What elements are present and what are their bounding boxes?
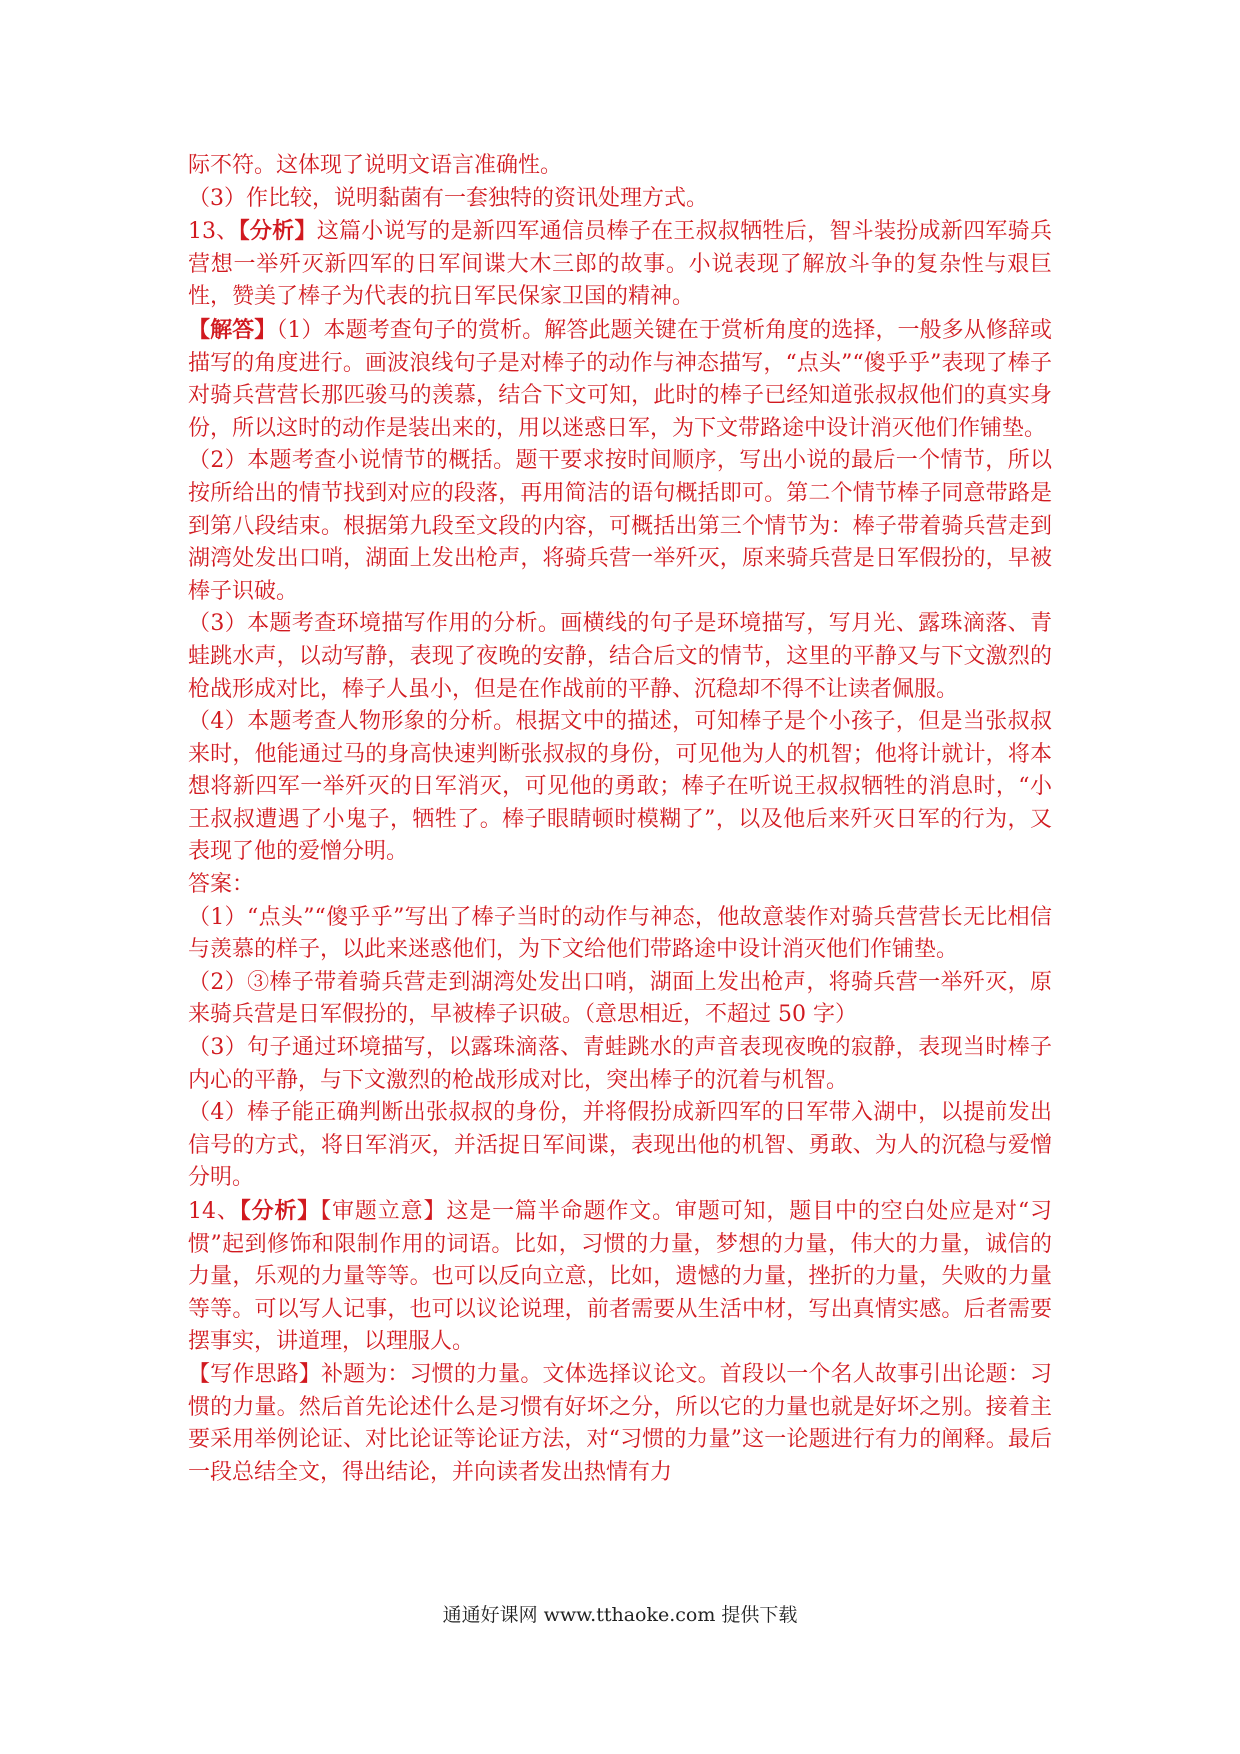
q13-key-2: （2）③棒子带着骑兵营走到湖湾处发出口哨，湖面上发出枪声，将骑兵营一举歼灭，原来骑兵营是日军假扮的，早被棒子识破。（意思相近，不超过 50 字）	[188, 969, 1052, 1028]
q13-answer-1-text: （1）本题考查句子的赏析。解答此题关键在于赏析角度的选择，一般多从修辞或描写的角度进行。画波浪线句子是对棒子的动作与神态描写，“点头”“傻乎乎”表现了棒子对骑兵营营长那匹骏马的羡慕，结合下文可知，此时的棒子已经知道张叔叔他们的真实身份，所以这时的动作是装出来的，用以迷惑日军，为下文带路途中设计消灭他们作铺垫。	[188, 317, 1052, 441]
q13-answer-2: （2）本题考查小说情节的概括。题干要求按时间顺序，写出小说的最后一个情节，所以按所给出的情节找到对应的段落，再用简洁的语句概括即可。第二个情节棒子同意带路是到第八段结束。根据第九段至文段的内容，可概括出第三个情节为：棒子带着骑兵营走到湖湾处发出口哨，湖面上发出枪声，将骑兵营一举歼灭，原来骑兵营是日军假扮的，早被棒子识破。	[188, 448, 1052, 604]
q13-answer-3: （3）本题考查环境描写作用的分析。画横线的句子是环境描写，写月光、露珠滴落、青蛙跳水声，以动写静，表现了夜晚的安静，结合后文的情节，这里的平静又与下文激烈的枪战形成对比，棒子人虽小，但是在作战前的平静、沉稳却不得不让读者佩服。	[188, 611, 1052, 702]
q13-key-4: （4）棒子能正确判断出张叔叔的身份，并将假扮成新四军的日军带入湖中，以提前发出信号的方式，将日军消灭，并活捉日军间谍，表现出他的机智、勇敢、为人的沉稳与爱憎分明。	[188, 1100, 1052, 1191]
page-footer: 通通好课网 www.tthaoke.com 提供下载	[442, 1604, 798, 1626]
q14-idea	[188, 1359, 1052, 1489]
q13-analysis-label: 【分析】	[238, 218, 317, 245]
q13-answer-4: （4）本题考查人物形象的分析。根据文中的描述，可知棒子是个小孩子，但是当张叔叔来时，他能通过马的身高快速判断张叔叔的身份，可见他为人的机智；他将计就计，将本想将新四军一举歼灭的日军消灭，可见他的勇敢；棒子在听说王叔叔牺牲的消息时，“小王叔叔遭遇了小鬼子，牺牲了。棒子眼睛顿时模糊了”，以及他后来歼灭日军的行为，又表现了他的爱憎分明。	[188, 709, 1052, 865]
q14-idea-text: 补题为：习惯的力量。文体选择议论文。首段以一个名人故事引出论题：习惯的力量。然后首先论述什么是习惯有好坏之分，所以它的力量也就是好坏之别。接着主要采用举例论证、对比论证等论证方法，对“习惯的力量”这一论题进行有力的阐释。最后一段总结全文，得出结论，并向读者发出热情有力	[188, 1361, 1052, 1485]
q13-number: 13、	[188, 219, 239, 245]
q13-answer-label: 【解答】	[188, 316, 277, 343]
q14-number: 14、	[188, 1199, 240, 1224]
q14-analysis	[188, 1195, 1052, 1359]
q14-topic-text: 这是一篇半命题作文。审题可知，题目中的空白处应是对“习惯”起到修饰和限制作用的词语。比如，习惯的力量，梦想的力量，伟大的力量，诚信的力量，乐观的力量等等。也可以反向立意，比如，遗憾的力量，挫折的力量，失败的力量等等。可以写人记事，也可以议论说理，前者需要从生活中材，写出真情实感。后者需要摆事实，讲道理，以理服人。	[188, 1199, 1052, 1355]
paragraph-q12-3: （3）作比较，说明黏菌有一套独特的资讯处理方式。	[188, 185, 708, 211]
q14-topic-label: 【审题立意】	[320, 1199, 447, 1224]
q14-idea-label: 【写作思路】	[188, 1361, 321, 1387]
q13-analysis-text: 这篇小说写的是新四军通信员棒子在王叔叔牺牲后，智斗装扮成新四军骑兵营想一举歼灭新四军的日军间谍大木三郎的故事。小说表现了解放斗争的复杂性与艰巨性，赞美了棒子为代表的抗日军民保家卫国的精神。	[188, 219, 1052, 310]
paragraph-continued: 际不符。这体现了说明文语言准确性。	[188, 153, 563, 178]
q13-analysis	[188, 215, 1052, 314]
q13-answer-1	[188, 314, 1052, 445]
document-body	[188, 150, 1052, 1489]
q13-key-3: （3）句子通过环境描写，以露珠滴落、青蛙跳水的声音表现夜晚的寂静，表现当时棒子内心的平静，与下文激烈的枪战形成对比，突出棒子的沉着与机智。	[188, 1035, 1052, 1093]
q13-key-label: 答案：	[188, 872, 255, 898]
q13-key-1: （1）“点头”“傻乎乎”写出了棒子当时的动作与神态，他故意装作对骑兵营营长无比相信与羡慕的样子，以此来迷惑他们，为下文给他们带路途中设计消灭他们作铺垫。	[188, 904, 1052, 963]
q14-analysis-label: 【分析】	[239, 1198, 321, 1224]
